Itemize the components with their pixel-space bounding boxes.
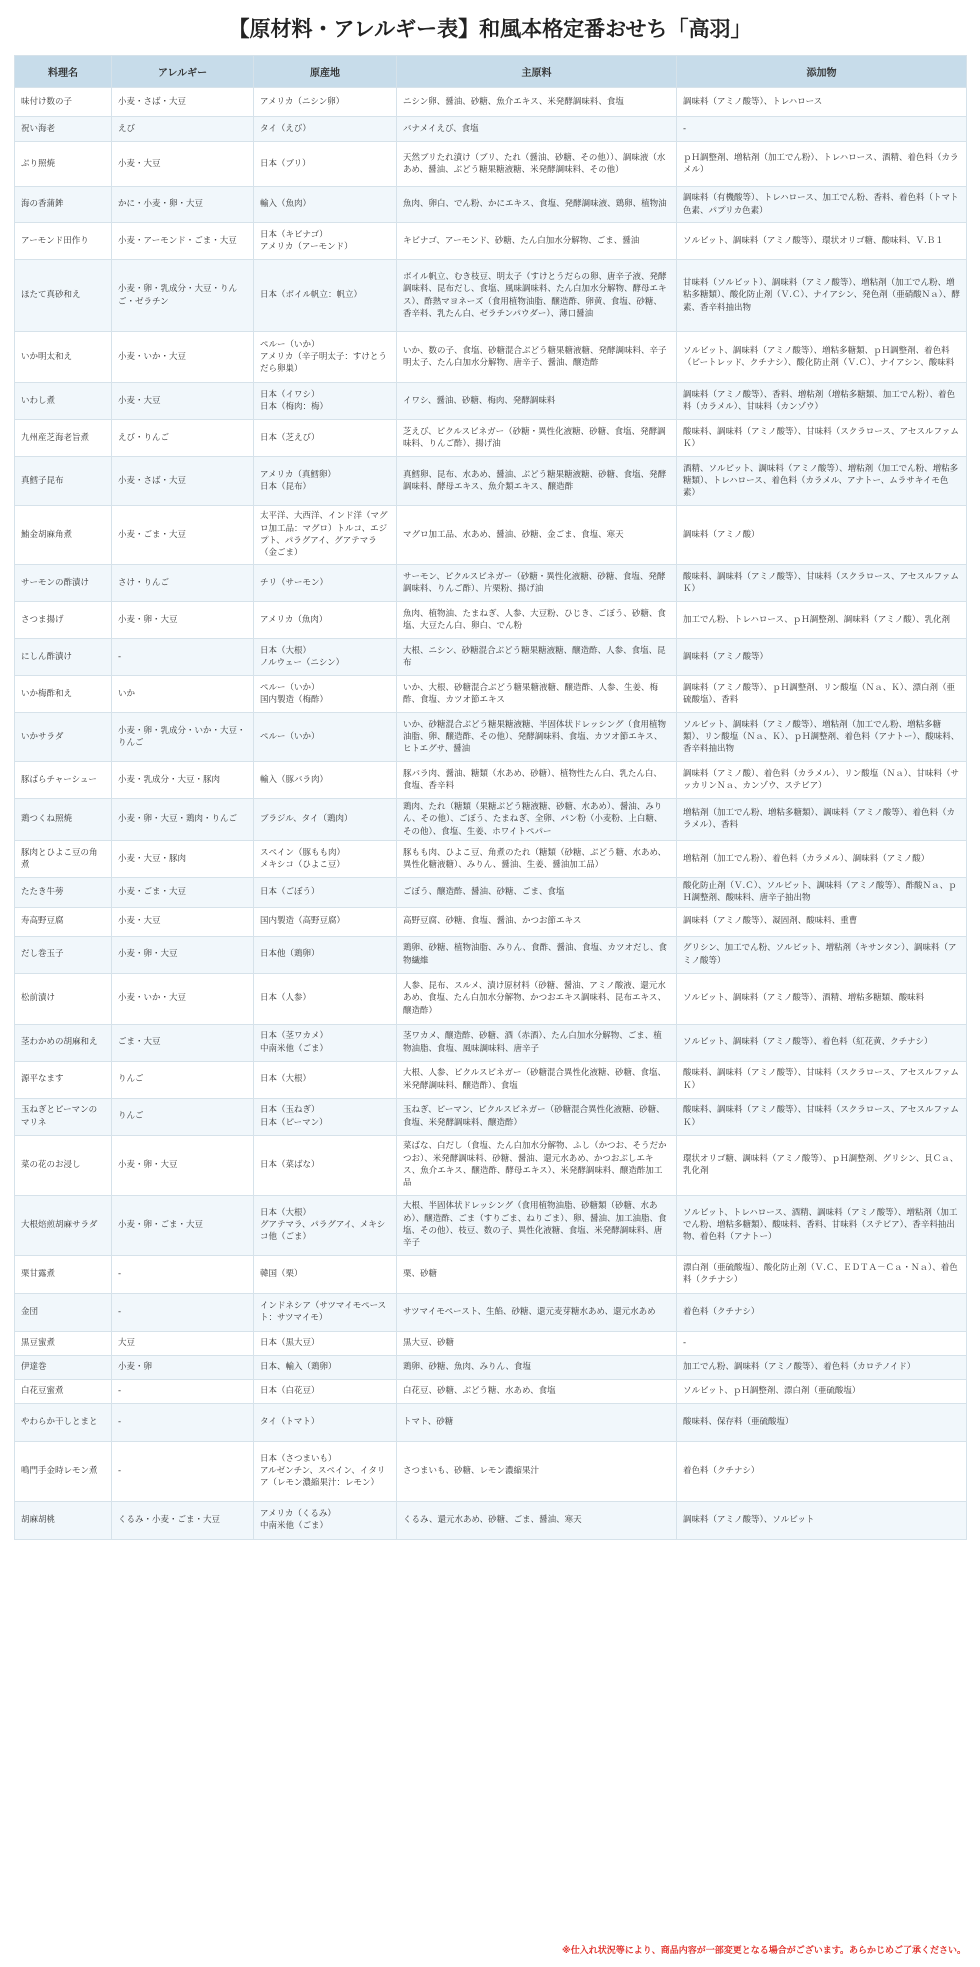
cell-additives: 酸味料、調味料（アミノ酸等）、甘味料（スクラロース、アセスルファムＫ） [677, 565, 967, 602]
cell-allergy: - [112, 1293, 254, 1331]
cell-dish-name: 玉ねぎとピーマンのマリネ [15, 1098, 112, 1135]
cell-allergy: 小麦・いか・大豆 [112, 332, 254, 383]
cell-dish-name: いわし煮 [15, 383, 112, 420]
table-row [15, 1293, 967, 1331]
table-row [15, 973, 967, 1024]
cell-main-ingredients: イワシ、醤油、砂糖、梅肉、発酵調味料 [397, 383, 677, 420]
cell-main-ingredients: 芝えび、ピクルスビネガー（砂糖・異性化液糖、砂糖、食塩、発酵調味料、りんご酢）、揚げ油 [397, 420, 677, 457]
table-row [15, 1331, 967, 1355]
cell-main-ingredients: マグロ加工品、水あめ、醤油、砂糖、金ごま、食塩、寒天 [397, 506, 677, 565]
cell-allergy: 小麦・卵・大豆 [112, 602, 254, 639]
cell-dish-name: いかサラダ [15, 713, 112, 762]
cell-dish-name: いか梅酢和え [15, 676, 112, 713]
cell-additives: 調味料（アミノ酸等）、ｐＨ調整剤、リン酸塩（Ｎａ、Ｋ）、漂白剤（亜硫酸塩）、香料 [677, 676, 967, 713]
cell-additives: ソルビット、調味料（アミノ酸等）、環状オリゴ糖、酸味料、Ｖ.Ｂ１ [677, 223, 967, 260]
cell-main-ingredients: キビナゴ、アーモンド、砂糖、たん白加水分解物、ごま、醤油 [397, 223, 677, 260]
cell-origin: 日本（大根） ノルウェー（ニシン） [254, 639, 397, 676]
cell-allergy: 小麦・さば・大豆 [112, 457, 254, 506]
cell-additives: - [677, 1331, 967, 1355]
table-row [15, 223, 967, 260]
cell-main-ingredients: ボイル帆立、むき枝豆、明太子（すけとうだらの卵、唐辛子液、発酵調味料、昆布だし、食塩、風味調味料、たん白加水分解物、酵母エキス）、酢熱マヨネーズ（食用植物油脂、醸造酢、卵黄、食塩、砂糖、香辛料、乳たん白、ゼラチンパウダー）、薄口醤油 [397, 260, 677, 332]
cell-origin: ペルー（いか） [254, 713, 397, 762]
cell-dish-name: 大根焙煎胡麻サラダ [15, 1195, 112, 1255]
cell-main-ingredients: 大根、人参、ピクルスビネガー（砂糖混合異性化液糖、砂糖、食塩、米発酵調味料、醸造酢）、食塩 [397, 1061, 677, 1098]
table-row [15, 1403, 967, 1441]
cell-origin: 日本（菜ばな） [254, 1135, 397, 1195]
cell-main-ingredients: 大根、ニシン、砂糖混合ぶどう糖果糖液糖、醸造酢、人参、食塩、昆布 [397, 639, 677, 676]
cell-origin: アメリカ（真鱈卵） 日本（昆布） [254, 457, 397, 506]
cell-origin: ペルー（いか） 国内製造（梅酢） [254, 676, 397, 713]
cell-additives: 着色料（クチナシ） [677, 1441, 967, 1501]
cell-additives: 漂白剤（亜硫酸塩）、酸化防止剤（Ｖ.Ｃ、ＥＤＴＡ－Ｃａ・Ｎａ）、着色料（クチナシ） [677, 1255, 967, 1293]
cell-dish-name: だし巻玉子 [15, 936, 112, 973]
table-row [15, 565, 967, 602]
cell-main-ingredients: 豚バラ肉、醤油、糖類（水あめ、砂糖）、植物性たん白、乳たん白、食塩、香辛料 [397, 762, 677, 799]
table-row [15, 383, 967, 420]
table-row [15, 639, 967, 676]
cell-dish-name: 寿高野豆腐 [15, 907, 112, 936]
cell-main-ingredients: サツマイモペースト、生餡、砂糖、還元麦芽糖水あめ、還元水あめ [397, 1293, 677, 1331]
cell-main-ingredients: 天然ブリたれ漬け（ブリ、たれ（醤油、砂糖、その他））、調味液（水あめ、醤油、ぶどう糖果糖液糖、米発酵調味料、その他） [397, 142, 677, 187]
cell-allergy: - [112, 1255, 254, 1293]
table-row [15, 1355, 967, 1379]
cell-dish-name: 伊達巻 [15, 1355, 112, 1379]
table-row [15, 117, 967, 142]
cell-allergy: りんご [112, 1098, 254, 1135]
table-row [15, 799, 967, 841]
cell-allergy: 小麦・乳成分・大豆・豚肉 [112, 762, 254, 799]
table-row [15, 1379, 967, 1403]
cell-origin: アメリカ（くるみ） 中南米他（ごま） [254, 1501, 397, 1539]
cell-allergy: くるみ・小麦・ごま・大豆 [112, 1501, 254, 1539]
cell-dish-name: やわらか干しとまと [15, 1403, 112, 1441]
cell-allergy: いか [112, 676, 254, 713]
cell-origin: アメリカ（ニシン卵） [254, 88, 397, 117]
cell-allergy: 小麦・卵・ごま・大豆 [112, 1195, 254, 1255]
cell-origin: タイ（えび） [254, 117, 397, 142]
cell-dish-name: サーモンの酢漬け [15, 565, 112, 602]
cell-allergy: りんご [112, 1061, 254, 1098]
cell-origin: チリ（サーモン） [254, 565, 397, 602]
cell-origin: 日本（大根） グアテマラ、パラグアイ、メキシコ他（ごま） [254, 1195, 397, 1255]
cell-allergy: - [112, 1441, 254, 1501]
table-row [15, 332, 967, 383]
cell-allergy: 小麦・卵・乳成分・大豆・りんご・ゼラチン [112, 260, 254, 332]
cell-main-ingredients: 高野豆腐、砂糖、食塩、醤油、かつお節エキス [397, 907, 677, 936]
cell-origin: 日本（黒大豆） [254, 1331, 397, 1355]
cell-main-ingredients: 黒大豆、砂糖 [397, 1331, 677, 1355]
cell-dish-name: いか明太和え [15, 332, 112, 383]
cell-dish-name: たたき牛蒡 [15, 877, 112, 907]
table-row [15, 1501, 967, 1539]
table-row [15, 602, 967, 639]
cell-allergy: かに・小麦・卵・大豆 [112, 187, 254, 223]
cell-origin: 国内製造（高野豆腐） [254, 907, 397, 936]
cell-dish-name: 栗甘露煮 [15, 1255, 112, 1293]
cell-allergy: 小麦・卵・乳成分・いか・大豆・りんご [112, 713, 254, 762]
cell-dish-name: 鶏つくね照焼 [15, 799, 112, 841]
cell-main-ingredients: 白花豆、砂糖、ぶどう糖、水あめ、食塩 [397, 1379, 677, 1403]
cell-additives: 酸味料、保存料（亜硫酸塩） [677, 1403, 967, 1441]
cell-additives: 調味料（アミノ酸等） [677, 639, 967, 676]
table-row [15, 506, 967, 565]
cell-allergy: 小麦・大豆・豚肉 [112, 840, 254, 877]
cell-additives: ソルビット、トレハロース、酒精、調味料（アミノ酸等）、増粘剤（加工でん粉、増粘多糖類）、酸味料、香料、甘味料（ステビア）、香辛料抽出物、着色料（アナトー） [677, 1195, 967, 1255]
cell-dish-name: アーモンド田作り [15, 223, 112, 260]
cell-main-ingredients: いか、大根、砂糖混合ぶどう糖果糖液糖、醸造酢、人参、生姜、梅酢、食塩、カツオ節エキス [397, 676, 677, 713]
cell-allergy: 小麦・卵・大豆 [112, 1135, 254, 1195]
cell-additives: 調味料（有機酸等）、トレハロース、加工でん粉、香料、着色料（トマト色素、パプリカ色素） [677, 187, 967, 223]
cell-allergy: 小麦・大豆 [112, 907, 254, 936]
cell-dish-name: 金団 [15, 1293, 112, 1331]
cell-dish-name: 鳴門手金時レモン煮 [15, 1441, 112, 1501]
table-row [15, 420, 967, 457]
cell-origin: 日本（大根） [254, 1061, 397, 1098]
cell-origin: インドネシア（サツマイモペースト：サツマイモ） [254, 1293, 397, 1331]
cell-additives: ソルビット、調味料（アミノ酸等）、増粘剤（加工でん粉、増粘多糖類）、リン酸塩（Ｎａ、Ｋ）、ｐＨ調整剤、着色料（アナトー）、酸味料、香辛料抽出物 [677, 713, 967, 762]
cell-origin: ペルー（いか） アメリカ（辛子明太子：すけとうだら卵巣） [254, 332, 397, 383]
cell-allergy: 小麦・卵・大豆 [112, 936, 254, 973]
cell-additives: 増粘剤（加工でん粉）、着色料（カラメル）、調味料（アミノ酸） [677, 840, 967, 877]
cell-allergy: 小麦・いか・大豆 [112, 973, 254, 1024]
cell-additives: 酸味料、調味料（アミノ酸等）、甘味料（スクラロース、アセスルファムＫ） [677, 1098, 967, 1135]
cell-origin: 日本（玉ねぎ） 日本（ピーマン） [254, 1098, 397, 1135]
table-row [15, 457, 967, 506]
table-row [15, 88, 967, 117]
cell-additives: 調味料（アミノ酸等）、ソルビット [677, 1501, 967, 1539]
cell-dish-name: ほたて真砂和え [15, 260, 112, 332]
table-row [15, 1135, 967, 1195]
cell-main-ingredients: くるみ、還元水あめ、砂糖、ごま、醤油、寒天 [397, 1501, 677, 1539]
table-row [15, 762, 967, 799]
cell-allergy: 小麦・アーモンド・ごま・大豆 [112, 223, 254, 260]
cell-origin: 韓国（栗） [254, 1255, 397, 1293]
cell-additives: 酒精、ソルビット、調味料（アミノ酸等）、増粘剤（加工でん粉、増粘多糖類）、トレハロース、着色料（カラメル、アナトー、ムラサキイモ色素） [677, 457, 967, 506]
table-row [15, 936, 967, 973]
cell-allergy: - [112, 639, 254, 676]
table-row [15, 1024, 967, 1061]
page-title: 【原材料・アレルギー表】和風本格定番おせち「高羽」 [228, 17, 752, 41]
header-origin: 原産地 [254, 56, 397, 88]
cell-additives: 酸味料、調味料（アミノ酸等）、甘味料（スクラロース、アセスルファムＫ） [677, 1061, 967, 1098]
cell-allergy: 小麦・大豆 [112, 383, 254, 420]
cell-additives: 環状オリゴ糖、調味料（アミノ酸等）、ｐＨ調整剤、グリシン、貝Ｃａ、乳化剤 [677, 1135, 967, 1195]
cell-origin: スペイン（豚もも肉） メキシコ（ひよこ豆） [254, 840, 397, 877]
cell-main-ingredients: 玉ねぎ、ピーマン、ピクルスビネガー（砂糖混合異性化液糖、砂糖、食塩、米発酵調味料、醸造酢） [397, 1098, 677, 1135]
cell-additives: 甘味料（ソルビット）、調味料（アミノ酸等）、増粘剤（加工でん粉、増粘多糖類）、酸化防止剤（Ｖ.Ｃ）、ナイアシン、発色剤（亜硝酸Ｎａ）、酵素、香辛料抽出物 [677, 260, 967, 332]
cell-additives: ｐＨ調整剤、増粘剤（加工でん粉）、トレハロース、酒精、着色料（カラメル） [677, 142, 967, 187]
table-row [15, 1441, 967, 1501]
table-row [15, 1061, 967, 1098]
table-row [15, 713, 967, 762]
table-row [15, 1195, 967, 1255]
cell-origin: 日本他（鶏卵） [254, 936, 397, 973]
table-row [15, 1255, 967, 1293]
cell-dish-name: 源平なます [15, 1061, 112, 1098]
cell-origin: 輸入（豚バラ肉） [254, 762, 397, 799]
cell-origin: タイ（トマト） [254, 1403, 397, 1441]
cell-allergy: 小麦・ごま・大豆 [112, 506, 254, 565]
cell-allergy: - [112, 1379, 254, 1403]
cell-additives: ソルビット、調味料（アミノ酸等）、酒精、増粘多糖類、酸味料 [677, 973, 967, 1024]
cell-main-ingredients: 魚肉、卵白、でん粉、かにエキス、食塩、発酵調味液、鶏卵、植物油 [397, 187, 677, 223]
cell-allergy: - [112, 1403, 254, 1441]
cell-main-ingredients: 魚肉、植物油、たまねぎ、人参、大豆粉、ひじき、ごぼう、砂糖、食塩、大豆たん白、卵白、でん粉 [397, 602, 677, 639]
cell-main-ingredients: 鶏卵、砂糖、植物油脂、みりん、食酢、醤油、食塩、カツオだし、食物繊維 [397, 936, 677, 973]
cell-main-ingredients: 菜ばな、白だし（食塩、たん白加水分解物、ふし（かつお、そうだかつお）、米発酵調味料、砂糖、醤油、還元水あめ、かつおぶしエキス、魚介エキス、醸造酢、酵母エキス）、米発酵調味料、醸造酢加工品 [397, 1135, 677, 1195]
cell-main-ingredients: さつまいも、砂糖、レモン濃縮果汁 [397, 1441, 677, 1501]
cell-dish-name: 茎わかめの胡麻和え [15, 1024, 112, 1061]
cell-main-ingredients: トマト、砂糖 [397, 1403, 677, 1441]
cell-additives: ソルビット、ｐＨ調整剤、漂白剤（亜硫酸塩） [677, 1379, 967, 1403]
cell-main-ingredients: 鶏卵、砂糖、魚肉、みりん、食塩 [397, 1355, 677, 1379]
cell-origin: 日本（ブリ） [254, 142, 397, 187]
footer-note: ※仕入れ状況等により、商品内容が一部変更となる場合がございます。あらかじめご了承ください。 [561, 1946, 966, 1956]
header-allergy: アレルギー [112, 56, 254, 88]
cell-additives: 酸味料、調味料（アミノ酸等）、甘味料（スクラロース、アセスルファムＫ） [677, 420, 967, 457]
cell-dish-name: 菜の花のお浸し [15, 1135, 112, 1195]
cell-allergy: 小麦・大豆 [112, 142, 254, 187]
cell-origin: 日本（茎ワカメ） 中南米他（ごま） [254, 1024, 397, 1061]
cell-origin: 日本（さつまいも） アルゼンチン、スペイン、イタリア（レモン濃縮果汁：レモン） [254, 1441, 397, 1501]
cell-dish-name: 豚ばらチャーシュー [15, 762, 112, 799]
cell-dish-name: 九州産芝海老旨煮 [15, 420, 112, 457]
table-row [15, 877, 967, 907]
cell-main-ingredients: バナメイえび、食塩 [397, 117, 677, 142]
cell-main-ingredients: 鶏肉、たれ（糖類（果糖ぶどう糖液糖、砂糖、水あめ）、醤油、みりん、その他）、ごぼう、たまねぎ、全卵、パン粉（小麦粉、上白糖、その他）、食塩、生姜、ホワイトペパー [397, 799, 677, 841]
cell-main-ingredients: 栗、砂糖 [397, 1255, 677, 1293]
cell-additives: 加工でん粉、調味料（アミノ酸等）、着色料（カロテノイド） [677, 1355, 967, 1379]
cell-dish-name: 胡麻胡桃 [15, 1501, 112, 1539]
cell-additives: 調味料（アミノ酸等）、凝固剤、酸味料、重曹 [677, 907, 967, 936]
cell-allergy: さけ・りんご [112, 565, 254, 602]
cell-allergy: えび・りんご [112, 420, 254, 457]
table-row [15, 676, 967, 713]
cell-additives: ソルビット、調味料（アミノ酸等）、増粘多糖類、ｐＨ調整剤、着色料（ビートレッド、クチナシ）、酸化防止剤（Ｖ.Ｃ）、ナイアシン、酸味料 [677, 332, 967, 383]
cell-main-ingredients: いか、数の子、食塩、砂糖混合ぶどう糖果糖液糖、発酵調味料、辛子明太子、たん白加水分解物、唐辛子、醤油、醸造酢 [397, 332, 677, 383]
cell-allergy: ごま・大豆 [112, 1024, 254, 1061]
table-row [15, 1098, 967, 1135]
cell-additives: 調味料（アミノ酸） [677, 506, 967, 565]
table-row [15, 907, 967, 936]
cell-allergy: 小麦・卵・大豆・鶏肉・りんご [112, 799, 254, 841]
cell-main-ingredients: 豚もも肉、ひよこ豆、角煮のたれ（糖類（砂糖、ぶどう糖、水あめ、異性化糖液糖）、みりん、醤油、生姜、醤油加工品） [397, 840, 677, 877]
cell-origin: 日本（ボイル帆立：帆立） [254, 260, 397, 332]
cell-main-ingredients: 大根、半固体状ドレッシング（食用植物油脂、砂糖類（砂糖、水あめ）、醸造酢、ごま（すりごま、ねりごま）、卵、醤油、加工油脂、食塩、その他）、枝豆、数の子、異性化液糖、食塩、米発酵調味料、唐辛子 [397, 1195, 677, 1255]
cell-origin: 日本（キビナゴ） アメリカ（アーモンド） [254, 223, 397, 260]
cell-main-ingredients: 人参、昆布、スルメ、漬け原材料（砂糖、醤油、アミノ酸液、還元水あめ、食塩、たん白加水分解物、かつおエキス調味料、昆布エキス、醸造酢） [397, 973, 677, 1024]
cell-origin: 太平洋、大西洋、インド洋（マグロ加工品：マグロ）トルコ、エジプト、パラグアイ、グアテマラ（金ごま） [254, 506, 397, 565]
cell-origin: 日本（ごぼう） [254, 877, 397, 907]
cell-origin: 日本（人参） [254, 973, 397, 1024]
cell-dish-name: にしん酢漬け [15, 639, 112, 676]
cell-origin: ブラジル、タイ（鶏肉） [254, 799, 397, 841]
cell-origin: 輸入（魚肉） [254, 187, 397, 223]
cell-main-ingredients: サーモン、ピクルスビネガー（砂糖・異性化液糖、砂糖、食塩、発酵調味料、りんご酢）、片栗粉、揚げ油 [397, 565, 677, 602]
cell-main-ingredients: ごぼう、醸造酢、醤油、砂糖、ごま、食塩 [397, 877, 677, 907]
cell-origin: アメリカ（魚肉） [254, 602, 397, 639]
cell-additives: 着色料（クチナシ） [677, 1293, 967, 1331]
header-dish-name: 料理名 [15, 56, 112, 88]
cell-additives: 加工でん粉、トレハロース、ｐＨ調整剤、調味料（アミノ酸）、乳化剤 [677, 602, 967, 639]
cell-origin: 日本（白花豆） [254, 1379, 397, 1403]
cell-additives: グリシン、加工でん粉、ソルビット、増粘剤（キサンタン）、調味料（アミノ酸等） [677, 936, 967, 973]
cell-dish-name: 鮪金胡麻角煮 [15, 506, 112, 565]
header-main-ingredients: 主原料 [397, 56, 677, 88]
cell-dish-name: 白花豆蜜煮 [15, 1379, 112, 1403]
cell-allergy: 小麦・卵 [112, 1355, 254, 1379]
cell-origin: 日本、輸入（鶏卵） [254, 1355, 397, 1379]
cell-dish-name: 祝い海老 [15, 117, 112, 142]
table-row [15, 142, 967, 187]
cell-allergy: 小麦・ごま・大豆 [112, 877, 254, 907]
cell-additives: 増粘剤（加工でん粉、増粘多糖類）、調味料（アミノ酸等）、着色料（カラメル）、香料 [677, 799, 967, 841]
cell-dish-name: 豚肉とひよこ豆の角煮 [15, 840, 112, 877]
cell-additives: 調味料（アミノ酸等）、香料、増粘剤（増粘多糖類、加工でん粉）、着色料（カラメル）、甘味料（カンゾウ） [677, 383, 967, 420]
cell-origin: 日本（イワシ） 日本（梅肉：梅） [254, 383, 397, 420]
cell-dish-name: 海の香蒲鉾 [15, 187, 112, 223]
cell-dish-name: 松前漬け [15, 973, 112, 1024]
cell-additives: 調味料（アミノ酸）、着色料（カラメル）、リン酸塩（Ｎａ）、甘味料（サッカリンＮａ、カンゾウ、ステビア） [677, 762, 967, 799]
cell-dish-name: さつま揚げ [15, 602, 112, 639]
cell-main-ingredients: 真鱈卵、昆布、水あめ、醤油、ぶどう糖果糖液糖、砂糖、食塩、発酵調味料、酵母エキス、魚介類エキス、醸造酢 [397, 457, 677, 506]
table-row [15, 260, 967, 332]
cell-dish-name: 味付け数の子 [15, 88, 112, 117]
cell-origin: 日本（芝えび） [254, 420, 397, 457]
table-header-row [15, 56, 967, 88]
cell-additives: ソルビット、調味料（アミノ酸等）、着色料（紅花黄、クチナシ） [677, 1024, 967, 1061]
cell-allergy: 小麦・さば・大豆 [112, 88, 254, 117]
cell-allergy: えび [112, 117, 254, 142]
cell-main-ingredients: ニシン卵、醤油、砂糖、魚介エキス、米発酵調味料、食塩 [397, 88, 677, 117]
cell-additives: 調味料（アミノ酸等）、トレハロース [677, 88, 967, 117]
cell-main-ingredients: いか、砂糖混合ぶどう糖果糖液糖、半固体状ドレッシング（食用植物油脂、卵、醸造酢、その他）、発酵調味料、食塩、カツオ節エキス、ヒトエグサ、醤油 [397, 713, 677, 762]
cell-main-ingredients: 茎ワカメ、醸造酢、砂糖、酒（赤酒）、たん白加水分解物、ごま、植物油脂、食塩、風味調味料、唐辛子 [397, 1024, 677, 1061]
table-row [15, 187, 967, 223]
cell-dish-name: ぶり照焼 [15, 142, 112, 187]
cell-additives: - [677, 117, 967, 142]
allergen-table [14, 55, 967, 1540]
header-additives: 添加物 [677, 56, 967, 88]
cell-allergy: 大豆 [112, 1331, 254, 1355]
cell-dish-name: 黒豆蜜煮 [15, 1331, 112, 1355]
cell-additives: 酸化防止剤（Ｖ.Ｃ）、ソルビット、調味料（アミノ酸等）、酢酸Ｎａ、ｐＨ調整剤、酸味料、唐辛子抽出物 [677, 877, 967, 907]
cell-dish-name: 真鱈子昆布 [15, 457, 112, 506]
table-row [15, 840, 967, 877]
